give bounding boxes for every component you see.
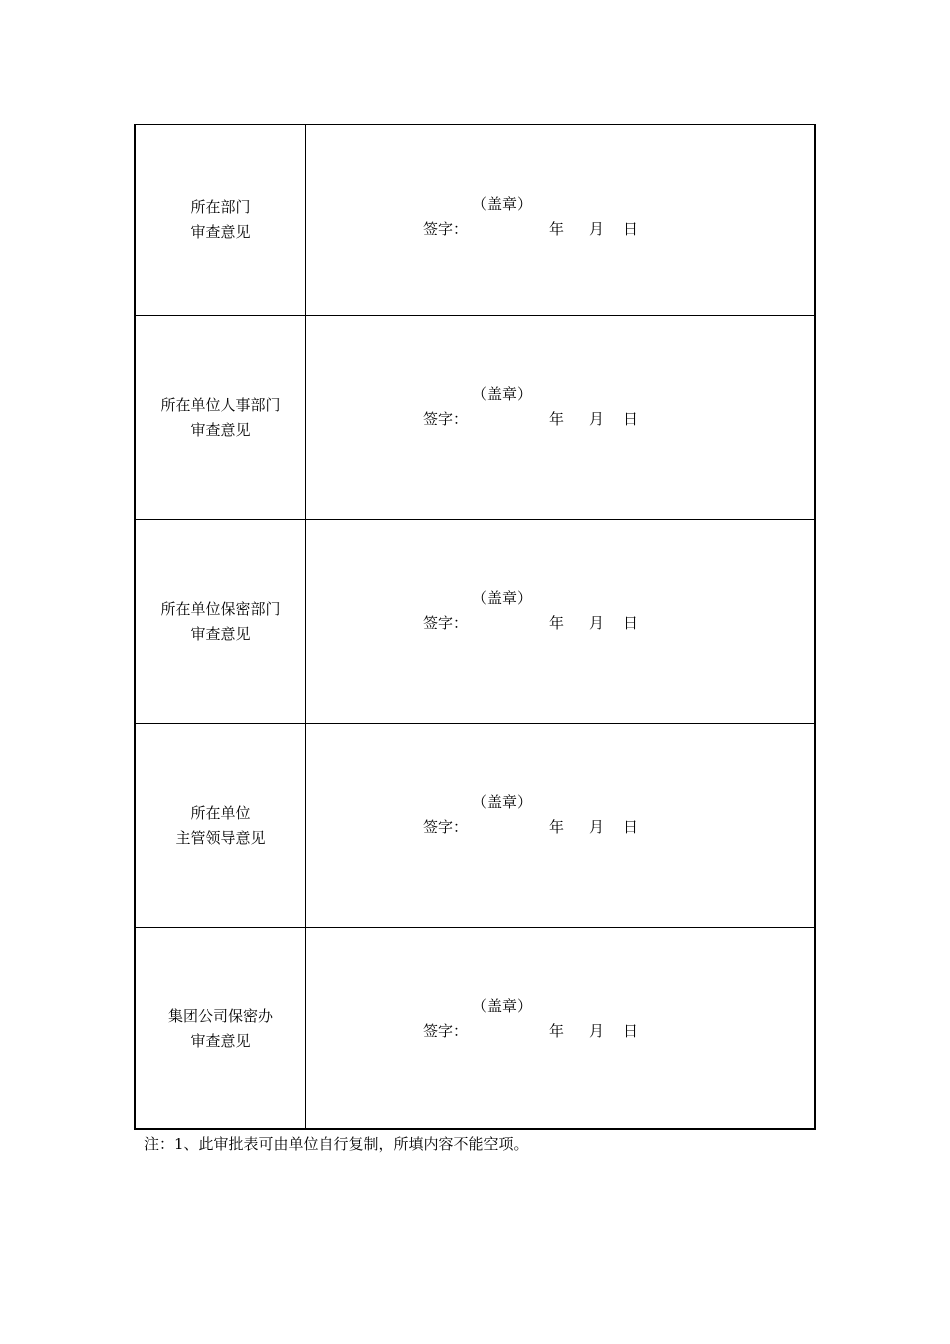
approval-table: [134, 124, 816, 1130]
opinion-cell[interactable]: [306, 520, 814, 723]
row-department: [136, 125, 814, 315]
seal-text: （盖章）: [472, 997, 533, 1015]
row-label: [136, 125, 306, 315]
opinion-cell[interactable]: [306, 125, 814, 315]
row-label-line1: 所在单位保密部门: [160, 599, 281, 618]
row-label-line2: 审查意见: [190, 223, 251, 241]
opinion-cell[interactable]: [306, 928, 814, 1129]
row-label-line1: 所在单位人事部门: [160, 395, 281, 414]
row-group-security-office: [136, 927, 814, 1129]
year-label: 年: [549, 1022, 565, 1040]
month-label: 月: [589, 1022, 605, 1040]
seal-text: （盖章）: [472, 385, 533, 403]
year-label: 年: [549, 220, 565, 238]
year-label: 年: [549, 410, 565, 428]
row-label-line2: 主管领导意见: [175, 828, 266, 847]
seal-text: （盖章）: [472, 195, 533, 213]
footnote: 注：1、此审批表可由单位自行复制，所填内容不能空项。: [144, 1135, 529, 1153]
row-label: [136, 316, 306, 519]
signature-label: 签字：: [423, 220, 469, 238]
month-label: 月: [589, 220, 605, 238]
seal-text: （盖章）: [472, 793, 533, 811]
opinion-cell[interactable]: [306, 316, 814, 519]
row-label: [136, 724, 306, 927]
opinion-cell[interactable]: [306, 724, 814, 927]
signature-label: 签字：: [423, 1022, 469, 1040]
row-label-line1: 集团公司保密办: [167, 1006, 273, 1025]
row-label: [136, 520, 306, 723]
row-label-line1: 所在单位: [190, 803, 251, 822]
row-label-line2: 审查意见: [190, 420, 251, 439]
row-label-line2: 审查意见: [190, 624, 251, 643]
day-label: 日: [623, 220, 639, 238]
signature-label: 签字：: [423, 614, 469, 632]
seal-text: （盖章）: [472, 589, 533, 607]
row-label-line1: 所在部门: [190, 198, 251, 216]
month-label: 月: [589, 410, 605, 428]
row-hr-department: [136, 315, 814, 519]
day-label: 日: [623, 410, 639, 428]
day-label: 日: [623, 1022, 639, 1040]
month-label: 月: [589, 818, 605, 836]
row-label-line2: 审查意见: [190, 1031, 251, 1050]
row-security-department: [136, 519, 814, 723]
day-label: 日: [623, 818, 639, 836]
month-label: 月: [589, 614, 605, 632]
row-label: [136, 928, 306, 1129]
year-label: 年: [549, 614, 565, 632]
day-label: 日: [623, 614, 639, 632]
signature-label: 签字：: [423, 410, 469, 428]
row-unit-leader: [136, 723, 814, 927]
year-label: 年: [549, 818, 565, 836]
signature-label: 签字：: [423, 818, 469, 836]
